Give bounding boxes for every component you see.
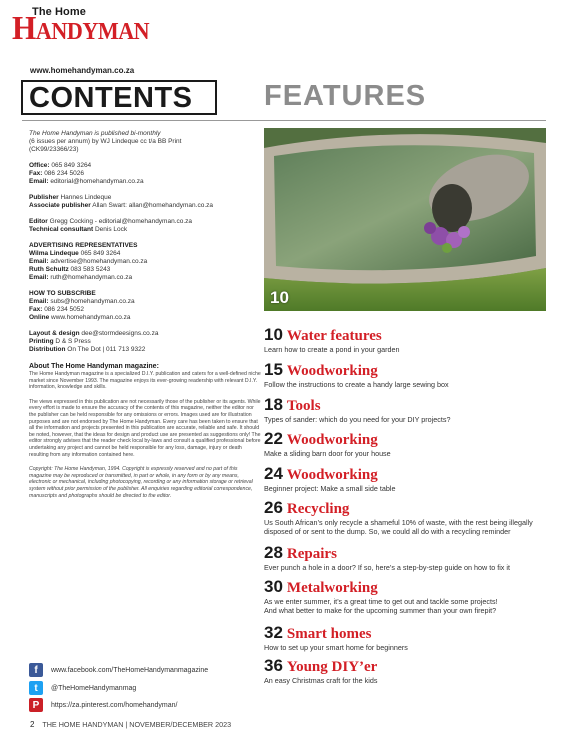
article-title: Metalworking bbox=[286, 580, 378, 596]
article-title: Tools bbox=[286, 398, 321, 414]
printing-line: Printing D & S Press bbox=[29, 338, 91, 345]
ad-email-line: Email: advertise@homehandyman.co.za bbox=[29, 258, 148, 265]
article-desc: Beginner project: Make a small side table bbox=[264, 484, 396, 493]
layout-line: Layout & design dee@stormdeesigns.co.za bbox=[29, 330, 159, 337]
footer-text: THE HOME HANDYMAN | NOVEMBER/DECEMBER 2023 bbox=[42, 720, 232, 729]
magazine-logo bbox=[12, 6, 150, 66]
contents-title: CONTENTS bbox=[29, 82, 193, 114]
article-page: 30 bbox=[264, 577, 283, 596]
pinterest-icon: P bbox=[29, 698, 43, 712]
article-entry[interactable] bbox=[264, 577, 564, 616]
article-entry[interactable] bbox=[264, 656, 564, 686]
office-line: Office: 065 849 3264 bbox=[29, 162, 92, 169]
article-desc: As we enter summer, it’s a great time to get out and tackle some projects! bbox=[264, 597, 498, 606]
article-entry[interactable] bbox=[264, 464, 564, 494]
about-heading: About The Home Handyman magazine: bbox=[29, 363, 159, 370]
article-desc: An easy Christmas craft for the kids bbox=[264, 676, 378, 685]
disclaimer-text: The views expressed in this publication are not necessarily those of the publisher or its agents. While every effort is made to ensure the accuracy of the contents of this magazine, neither the editor nor the publisher can be held responsible for any omissions or errors. Images used are for illustration purposes and are not endorsed by The Home Handyman. Every care has been taken to ensure that all the information and projects presented in this publication are accurate, reliable and safe. It should be noted, however, that the ideas for design and product use are presented as suggestions only! The editor strongly advises that the reader check local by-laws and consult a qualified professional before undertaking any project and cannot be held responsible for any loss, damage, injury or death resulting from any information contained here. bbox=[29, 398, 261, 458]
logo-andyman: ANDYMAN bbox=[35, 19, 150, 45]
distribution-line: Distribution On The Dot | 011 713 9322 bbox=[29, 346, 146, 353]
email-line: Email: editorial@homehandyman.co.za bbox=[29, 178, 144, 185]
article-desc: Follow the instructions to create a handy large sewing box bbox=[264, 380, 449, 389]
twitter-icon: t bbox=[29, 681, 43, 695]
assoc-publisher-line: Associate publisher Allan Swart: allan@homehandyman.co.za bbox=[29, 202, 214, 209]
article-desc: Make a sliding barn door for your house bbox=[264, 449, 391, 458]
article-desc: How to set up your smart home for beginners bbox=[264, 643, 408, 652]
article-desc: disposed of or sent to the dump. So, we could all do with a recycling reminder bbox=[264, 527, 511, 536]
about-text: The Home Handyman magazine is a specialized D.I.Y. publication and caters for a well-defined niche market since November 1993. The magazine enjoys its ever-growing readership with relevant D.I.Y. information, knowledge and skills. bbox=[29, 371, 261, 391]
article-title: Young DIY’er bbox=[286, 659, 378, 675]
heading-divider bbox=[22, 120, 546, 121]
facebook-url: www.facebook.com/TheHomeHandymanmagazine bbox=[51, 666, 209, 674]
article-desc: And what better to make for the upcoming summer than your own firepit? bbox=[264, 606, 497, 615]
pinterest-link[interactable] bbox=[29, 697, 177, 713]
article-desc: Ever punch a hole in a door? If so, here’s a step-by-step guide on how to fix it bbox=[264, 563, 510, 572]
logo-big-h: H bbox=[12, 10, 36, 47]
article-title: Woodworking bbox=[286, 363, 378, 379]
features-title: FEATURES bbox=[264, 80, 427, 112]
article-page: 10 bbox=[264, 325, 283, 344]
article-entry[interactable] bbox=[264, 360, 564, 390]
article-entry[interactable] bbox=[264, 498, 564, 537]
wilma-line: Wilma Lindeque 065 849 3264 bbox=[29, 250, 121, 257]
page-footer bbox=[30, 720, 231, 729]
article-title: Water features bbox=[286, 328, 382, 344]
article-page: 18 bbox=[264, 395, 283, 414]
subs-fax-line: Fax: 086 234 5052 bbox=[29, 306, 84, 313]
twitter-link[interactable] bbox=[29, 680, 136, 696]
article-desc: Us South African’s only recycle a shameful 10% of waste, with the rest being illegally bbox=[264, 518, 533, 527]
photo-page-number: 10 bbox=[270, 288, 289, 307]
subscribe-heading: HOW TO SUBSCRIBE bbox=[29, 290, 96, 297]
article-page: 32 bbox=[264, 623, 283, 642]
article-title: Woodworking bbox=[286, 467, 378, 483]
article-title: Smart homes bbox=[286, 626, 372, 642]
article-entry[interactable] bbox=[264, 429, 564, 459]
page-number: 2 bbox=[30, 720, 35, 729]
pinterest-url: https://za.pinterest.com/homehandyman/ bbox=[51, 701, 178, 709]
intro-line: (6 issues per annum) by WJ Lindeque cc t/a BB Print bbox=[29, 138, 182, 145]
editor-line: Editor Gregg Cocking - editorial@homehandyman.co.za bbox=[29, 218, 193, 225]
publisher-line: Publisher Hannes Lindeque bbox=[29, 194, 112, 201]
facebook-icon: f bbox=[29, 663, 43, 677]
ruth-line: Ruth Schultz 083 583 5243 bbox=[29, 266, 111, 273]
intro-line: The Home Handyman is published bi-monthly bbox=[29, 130, 161, 137]
article-title: Woodworking bbox=[286, 432, 378, 448]
subs-email-line: Email: subs@homehandyman.co.za bbox=[29, 298, 135, 305]
article-entry[interactable] bbox=[264, 543, 564, 573]
site-url[interactable]: www.homehandyman.co.za bbox=[30, 66, 135, 75]
logo-the-home: The Home bbox=[32, 6, 86, 18]
article-page: 26 bbox=[264, 498, 283, 517]
copyright-text: Copyright: The Home Handyman, 1994. Copyright is expressly reserved and no part of this magazine may be reproduced or transmitted, in part or whole, in any form or by any means, electronic or mechanical, including photocopying, recording or any information storage or retrieval system without prior permission of the publisher. All enquiries regarding editorial correspondence, manuscripts and photographs should be directed to the editor. bbox=[29, 466, 253, 499]
article-page: 15 bbox=[264, 360, 283, 379]
feature-photo bbox=[264, 128, 546, 311]
facebook-link[interactable] bbox=[29, 662, 208, 678]
masthead-column bbox=[29, 130, 261, 499]
article-entry[interactable] bbox=[264, 395, 564, 425]
article-desc: Learn how to create a pond in your garden bbox=[264, 345, 400, 354]
article-title: Recycling bbox=[286, 501, 350, 517]
twitter-handle: @TheHomeHandymanmag bbox=[51, 684, 137, 692]
article-page: 24 bbox=[264, 464, 283, 483]
tech-consultant-line: Technical consultant Denis Lock bbox=[29, 226, 128, 233]
intro-line: (CK99/23366/23) bbox=[29, 146, 79, 153]
article-desc: Types of sander: which do you need for your DIY projects? bbox=[264, 415, 451, 424]
advertising-heading: ADVERTISING REPRESENTATIVES bbox=[29, 242, 138, 249]
article-entry[interactable] bbox=[264, 623, 564, 653]
article-page: 22 bbox=[264, 429, 283, 448]
article-title: Repairs bbox=[286, 546, 337, 562]
ruth-email-line: Email: ruth@homehandyman.co.za bbox=[29, 274, 133, 281]
article-page: 28 bbox=[264, 543, 283, 562]
article-entry[interactable] bbox=[264, 325, 564, 355]
article-page: 36 bbox=[264, 656, 283, 675]
fax-line: Fax: 086 234 5026 bbox=[29, 170, 84, 177]
online-line: Online www.homehandyman.co.za bbox=[29, 314, 131, 321]
